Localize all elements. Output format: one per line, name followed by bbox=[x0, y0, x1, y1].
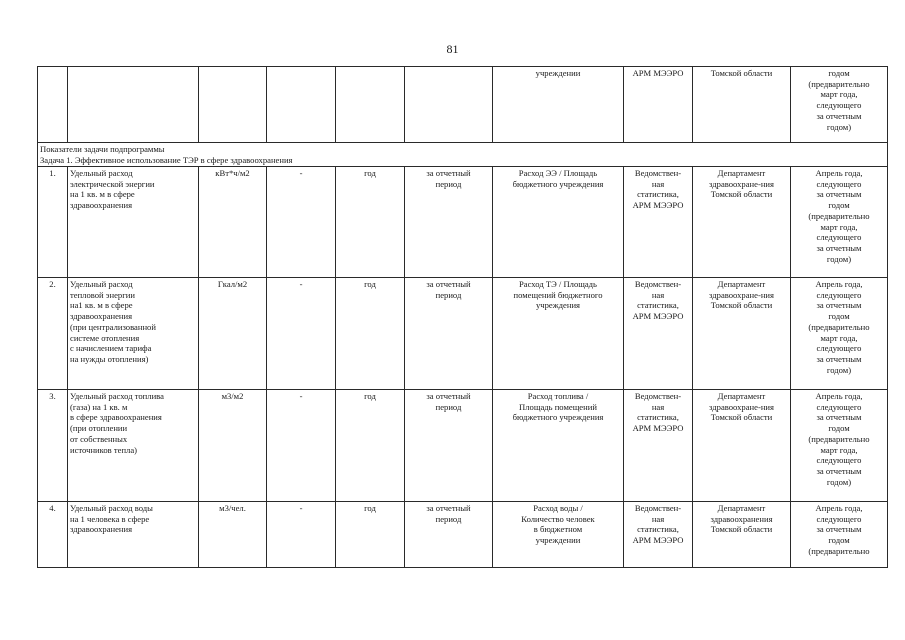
cell-source: Ведомствен- ная статистика, АРМ МЭЭРО bbox=[624, 278, 693, 390]
cell-interval: за отчетный период bbox=[405, 502, 493, 568]
cell-source: Ведомствен- ная статистика, АРМ МЭЭРО bbox=[624, 390, 693, 502]
cell-periodicity: год bbox=[336, 278, 405, 390]
cell-interval: за отчетный период bbox=[405, 278, 493, 390]
cell-col4: - bbox=[267, 278, 336, 390]
cell-col4: - bbox=[267, 390, 336, 502]
table-row-continued bbox=[38, 67, 888, 143]
cell-unit: Гкал/м2 bbox=[199, 278, 267, 390]
cell-formula: учреждении bbox=[493, 67, 624, 143]
cell-unit: м3/чел. bbox=[199, 502, 267, 568]
cell-formula: Расход ЭЭ / Площадь бюджетного учреждения bbox=[493, 167, 624, 278]
cell-formula: Расход топлива / Площадь помещений бюджетного учреждения bbox=[493, 390, 624, 502]
cell-source: Ведомствен- ная статистика, АРМ МЭЭРО bbox=[624, 502, 693, 568]
cell-interval: за отчетный период bbox=[405, 167, 493, 278]
cell-deadline: Апрель года, следующего за отчетным годом (предварительно bbox=[791, 502, 888, 568]
cell-name: Удельный расход топлива (газа) на 1 кв. м в сфере здравоохранения (при отоплении от собственных источников тепла) bbox=[68, 390, 199, 502]
indicators-table bbox=[37, 66, 888, 568]
cell-col4 bbox=[267, 67, 336, 143]
cell-num: 4. bbox=[38, 502, 68, 568]
table-row bbox=[38, 502, 888, 568]
cell-name: Удельный расход электрической энергии на 1 кв. м в сфере здравоохранения bbox=[68, 167, 199, 278]
cell-num: 2. bbox=[38, 278, 68, 390]
cell-interval: за отчетный период bbox=[405, 390, 493, 502]
cell-responsible: Департамент здравоохранения Томской области bbox=[693, 502, 791, 568]
cell-unit bbox=[199, 67, 267, 143]
cell-responsible: Департамент здравоохране-ния Томской области bbox=[693, 167, 791, 278]
cell-col4: - bbox=[267, 502, 336, 568]
cell-periodicity: год bbox=[336, 390, 405, 502]
cell-unit: м3/м2 bbox=[199, 390, 267, 502]
cell-deadline: Апрель года, следующего за отчетным годом (предварительно март года, следующего за отчетным годом) bbox=[791, 390, 888, 502]
cell-responsible: Департамент здравоохране-ния Томской области bbox=[693, 278, 791, 390]
cell-deadline: годом (предварительно март года, следующего за отчетным годом) bbox=[791, 67, 888, 143]
cell-periodicity: год bbox=[336, 502, 405, 568]
cell-formula: Расход воды / Количество человек в бюджетном учреждении bbox=[493, 502, 624, 568]
table-row bbox=[38, 278, 888, 390]
cell-unit: кВт*ч/м2 bbox=[199, 167, 267, 278]
cell-formula: Расход ТЭ / Площадь помещений бюджетного учреждения bbox=[493, 278, 624, 390]
section-heading bbox=[38, 143, 888, 167]
cell-periodicity bbox=[336, 67, 405, 143]
cell-name bbox=[68, 67, 199, 143]
cell-responsible: Томской области bbox=[693, 67, 791, 143]
table-row bbox=[38, 390, 888, 502]
cell-num: 1. bbox=[38, 167, 68, 278]
cell-interval bbox=[405, 67, 493, 143]
section-row bbox=[38, 143, 888, 167]
cell-name: Удельный расход тепловой энергии на1 кв. м в сфере здравоохранения (при централизованной системе отопления с начислением тарифа на нужды отопления) bbox=[68, 278, 199, 390]
table-row bbox=[38, 167, 888, 278]
cell-deadline: Апрель года, следующего за отчетным годом (предварительно март года, следующего за отчетным годом) bbox=[791, 278, 888, 390]
task-title: Задача 1. Эффективное использование ТЭР в сфере здравоохранения bbox=[40, 154, 293, 165]
cell-source: АРМ МЭЭРО bbox=[624, 67, 693, 143]
cell-name: Удельный расход воды на 1 человека в сфере здравоохранения bbox=[68, 502, 199, 568]
cell-num: 3. bbox=[38, 390, 68, 502]
cell-deadline: Апрель года, следующего за отчетным годом (предварительно март года, следующего за отчетным годом) bbox=[791, 167, 888, 278]
page-number: 81 bbox=[446, 42, 459, 56]
cell-col4: - bbox=[267, 167, 336, 278]
cell-responsible: Департамент здравоохране-ния Томской области bbox=[693, 390, 791, 502]
cell-num bbox=[38, 67, 68, 143]
cell-source: Ведомствен- ная статистика, АРМ МЭЭРО bbox=[624, 167, 693, 278]
section-title: Показатели задачи подпрограммы bbox=[40, 144, 165, 154]
cell-periodicity: год bbox=[336, 167, 405, 278]
